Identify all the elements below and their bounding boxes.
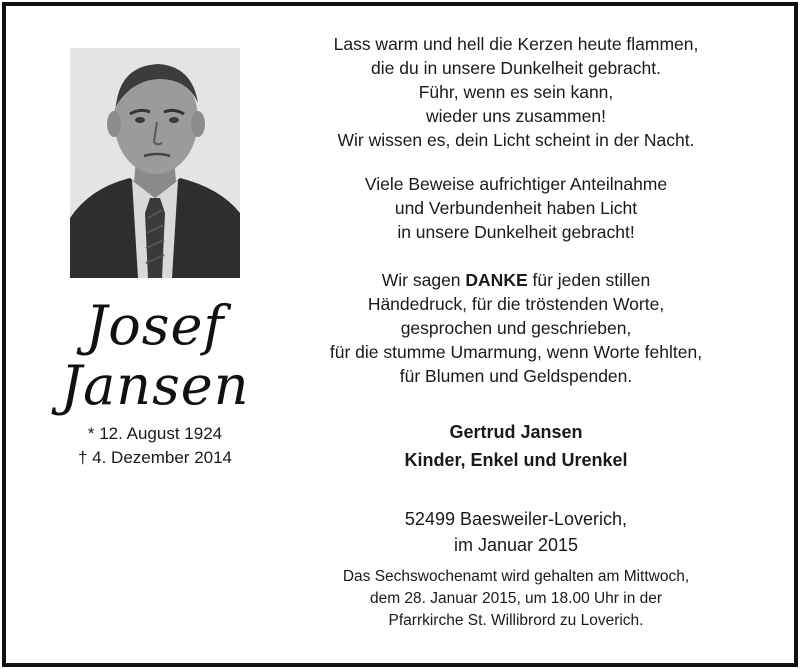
thanks-line: für die stumme Umarmung, wenn Worte fehlten,: [329, 342, 703, 362]
place-date: [278, 506, 754, 558]
thanks-first-line: [278, 268, 754, 292]
sympathy-line: Viele Beweise aufrichtiger Anteilnahme: [364, 174, 668, 194]
signers: [278, 418, 754, 474]
thanks-line: für Blumen und Geldspenden.: [399, 366, 633, 386]
signer-family: Kinder, Enkel und Urenkel: [404, 450, 628, 470]
sympathy-line: und Verbundenheit haben Licht: [394, 198, 638, 218]
notice-line: Das Sechswochenamt wird gehalten am Mittwoch,: [342, 568, 690, 585]
thanks-danke: DANKE: [465, 270, 528, 290]
thanks-paragraph: [278, 268, 754, 388]
thanks-line: gesprochen und geschrieben,: [400, 318, 632, 338]
thanks-prefix: Wir sagen: [381, 270, 466, 290]
notice-line: Pfarrkirche St. Willibrord zu Loverich.: [388, 612, 644, 629]
place-line: 52499 Baesweiler-Loverich,: [404, 509, 628, 529]
thanks-line: Händedruck, für die tröstenden Worte,: [367, 294, 665, 314]
deceased-last-name: Jansen: [60, 354, 250, 417]
poem-line: Führ, wenn es sein kann,: [418, 82, 614, 102]
sympathy-paragraph: [278, 172, 754, 244]
portrait-photo: [70, 48, 240, 278]
birth-date: * 12. August 1924: [87, 424, 223, 443]
poem: [278, 32, 754, 152]
poem-line: Lass warm und hell die Kerzen heute flammen,: [333, 34, 699, 54]
notice-line: dem 28. Januar 2015, um 18.00 Uhr in der: [369, 590, 663, 607]
sympathy-line: in unsere Dunkelheit gebracht!: [397, 222, 635, 242]
mass-notice: [278, 566, 754, 632]
death-date: † 4. Dezember 2014: [77, 448, 233, 467]
poem-line: die du in unsere Dunkelheit gebracht.: [371, 58, 661, 78]
signer-widow: Gertrud Jansen: [449, 422, 583, 442]
poem-line: Wir wissen es, dein Licht scheint in der Nacht.: [337, 130, 695, 150]
deceased-first-name: Josef: [85, 294, 225, 357]
thanks-suffix: für jeden stillen: [527, 270, 651, 290]
life-dates: [40, 422, 270, 470]
poem-line: wieder uns zusammen!: [426, 106, 606, 126]
date-line: im Januar 2015: [453, 535, 579, 555]
